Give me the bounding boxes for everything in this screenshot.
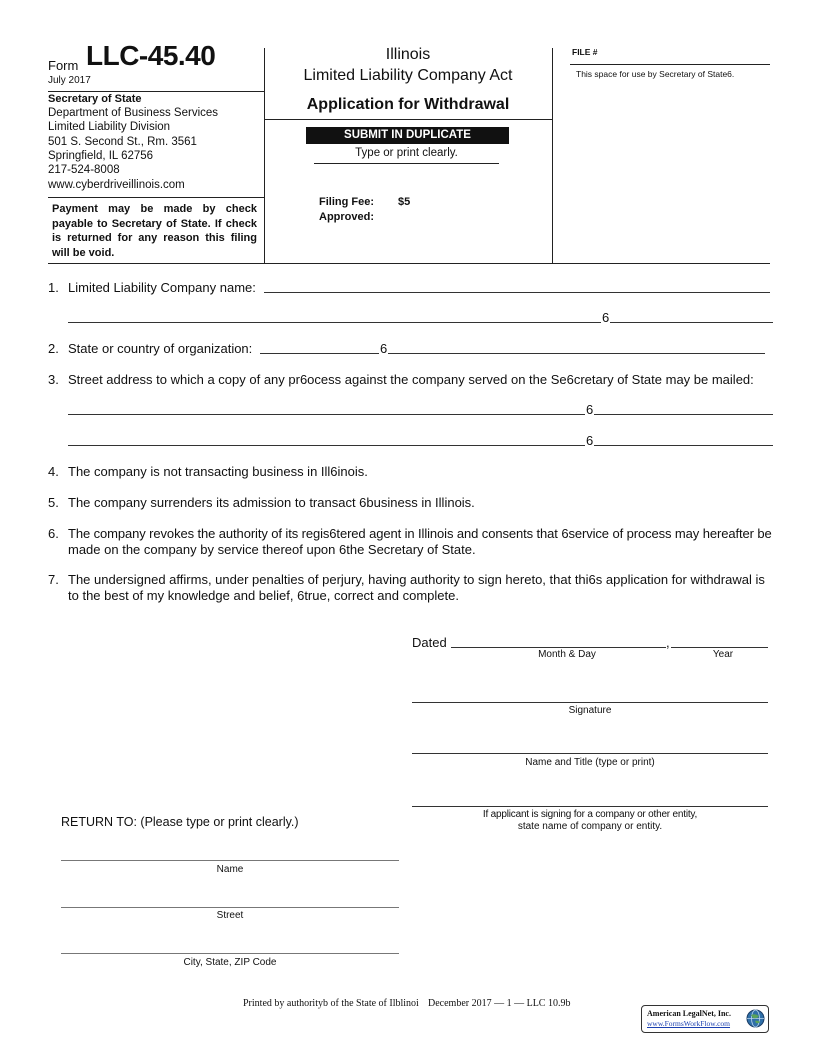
signature-caption: Signature [568,705,612,716]
badge-company-name: American LegalNet, Inc. [647,1009,731,1018]
item-3-blank-line-1a [68,414,585,415]
item-5-number: 5. [48,495,59,510]
item-7-number: 7. [48,572,59,587]
month-day-caption: Month & Day [538,649,596,660]
item-4-number: 4. [48,464,59,479]
payment-top-rule [48,197,264,198]
file-number-label: FILE # [572,47,598,57]
item-1-blank-line [264,292,770,293]
return-street-input[interactable] [63,890,397,906]
file-number-rule [570,64,770,65]
name-title-input[interactable] [414,737,766,753]
return-street-caption: Street [216,910,244,921]
entity-caption-line-2: state name of company or entity. [517,821,663,832]
item-2-mark: 6 [380,341,388,356]
office-line-4: Springfield, IL 62756 [48,150,154,162]
header-bottom-rule [48,263,770,264]
return-street-line [61,907,399,908]
office-website: www.cyberdriveillinois.com [48,179,185,191]
date-month-day-input[interactable] [453,631,663,647]
signature-line [412,702,768,703]
item-2-blank-line-a [260,353,379,354]
act-name: Limited Liability Company Act [303,67,513,84]
legalnet-badge[interactable] [641,1005,769,1033]
page-info: December 2017 — 1 — LLC 10.9b [428,998,571,1009]
item-3-blank-line-2b [594,445,773,446]
office-line-2: Limited Liability Division [48,121,171,133]
item-2-label: State or country of organization: [68,341,253,356]
badge-url: www.FormsWorkFlow.com [647,1019,731,1028]
entity-name-input[interactable] [414,790,766,806]
llc-name-continued-input[interactable] [70,306,595,322]
form-number: LLC-45.40 [86,40,216,71]
return-to-label: RETURN TO: (Please type or print clearly.) [61,815,299,829]
submit-in-duplicate-banner: SUBMIT IN DUPLICATE [306,127,509,144]
item-3-label: Street address to which a copy of any pr6ocess against the company served on the Se6cretary of State may be mailed: [68,372,754,387]
dated-year-line [671,647,768,648]
item-1-blank-line-2b [610,322,773,323]
return-name-input[interactable] [63,843,397,859]
dated-month-day-line [451,647,666,648]
entity-caption-line-1: If applicant is signing for a company or other entity, [482,809,698,820]
dated-comma: , [666,635,670,650]
item-6-text-line-2: made on the company by service thereof upon 6the Secretary of State. [68,542,476,557]
item-2-blank-line-b [388,353,765,354]
office-line-3: 501 S. Second St., Rm. 3561 [48,136,197,148]
state-name: Illinois [385,46,431,63]
header-left-rule [48,91,264,92]
office-line-1: Department of Business Services [48,107,219,119]
form-date: July 2017 [48,75,91,86]
mailing-address-line-2-input[interactable] [70,429,582,445]
item-1-mark: 6 [602,310,610,325]
year-caption: Year [712,649,734,660]
approved-label: Approved: [319,211,374,223]
state-of-organization-input[interactable] [262,337,762,353]
type-print-rule [314,163,499,164]
item-1-label: Limited Liability Company name: [68,280,256,295]
payment-note: Payment may be made by check payable to Secretary of State. If check is returned for any reason this filing will be void. [52,203,257,259]
item-3-number: 3. [48,372,59,387]
item-3-blank-line-2a [68,445,585,446]
signature-input[interactable] [414,686,766,702]
item-3-blank-line-1b [594,414,773,415]
type-print-note: Type or print clearly. [355,147,458,159]
filing-fee-label: Filing Fee: [319,196,374,208]
item-1-blank-line-2a [68,322,601,323]
filing-fee-value: $5 [398,196,411,208]
item-3-mark-2: 6 [586,433,594,448]
item-6-number: 6. [48,526,59,541]
form-prefix: Form [48,58,79,73]
form-title: Application for Withdrawal [306,96,510,113]
name-title-caption: Name and Title (type or print) [525,757,655,768]
return-name-line [61,860,399,861]
item-5-text: The company surrenders its admission to transact 6business in Illinois. [68,495,475,510]
item-2-number: 2. [48,341,59,356]
badge-globe-icon [746,1009,765,1028]
entity-name-line [412,806,768,807]
return-city-caption: City, State, ZIP Code [183,957,277,968]
date-year-input[interactable] [673,631,765,647]
printed-by-note: Printed by authorityb of the State of Ilblinoi [243,998,419,1009]
sos-use-note: This space for use by Secretary of State6. [576,69,735,79]
item-3-mark-1: 6 [586,402,594,417]
mailing-address-line-1-input[interactable] [70,398,582,414]
office-line-5: 217-524-8008 [48,164,120,176]
item-7-text-line-2: to the best of my knowledge and belief, 6true, correct and complete. [68,588,459,603]
return-name-caption: Name [216,864,244,875]
office-title: Secretary of State [48,93,142,105]
return-city-line [61,953,399,954]
item-6-text-line-1: The company revokes the authority of its regis6tered agent in Illinois and consents that 6service of process may hereafter be [68,526,772,541]
header-divider-right [552,48,553,263]
item-1-number: 1. [48,280,59,295]
llc-name-input[interactable] [266,276,766,292]
title-rule [264,119,552,120]
item-7-text-line-1: The undersigned affirms, under penalties of perjury, having authority to sign hereto, that thi6s application for withdrawal is [68,572,765,587]
name-title-line [412,753,768,754]
return-city-input[interactable] [63,936,397,952]
file-number-input[interactable] [606,46,766,60]
item-4-text: The company is not transacting business in Ill6inois. [68,464,368,479]
dated-label: Dated [412,635,447,650]
